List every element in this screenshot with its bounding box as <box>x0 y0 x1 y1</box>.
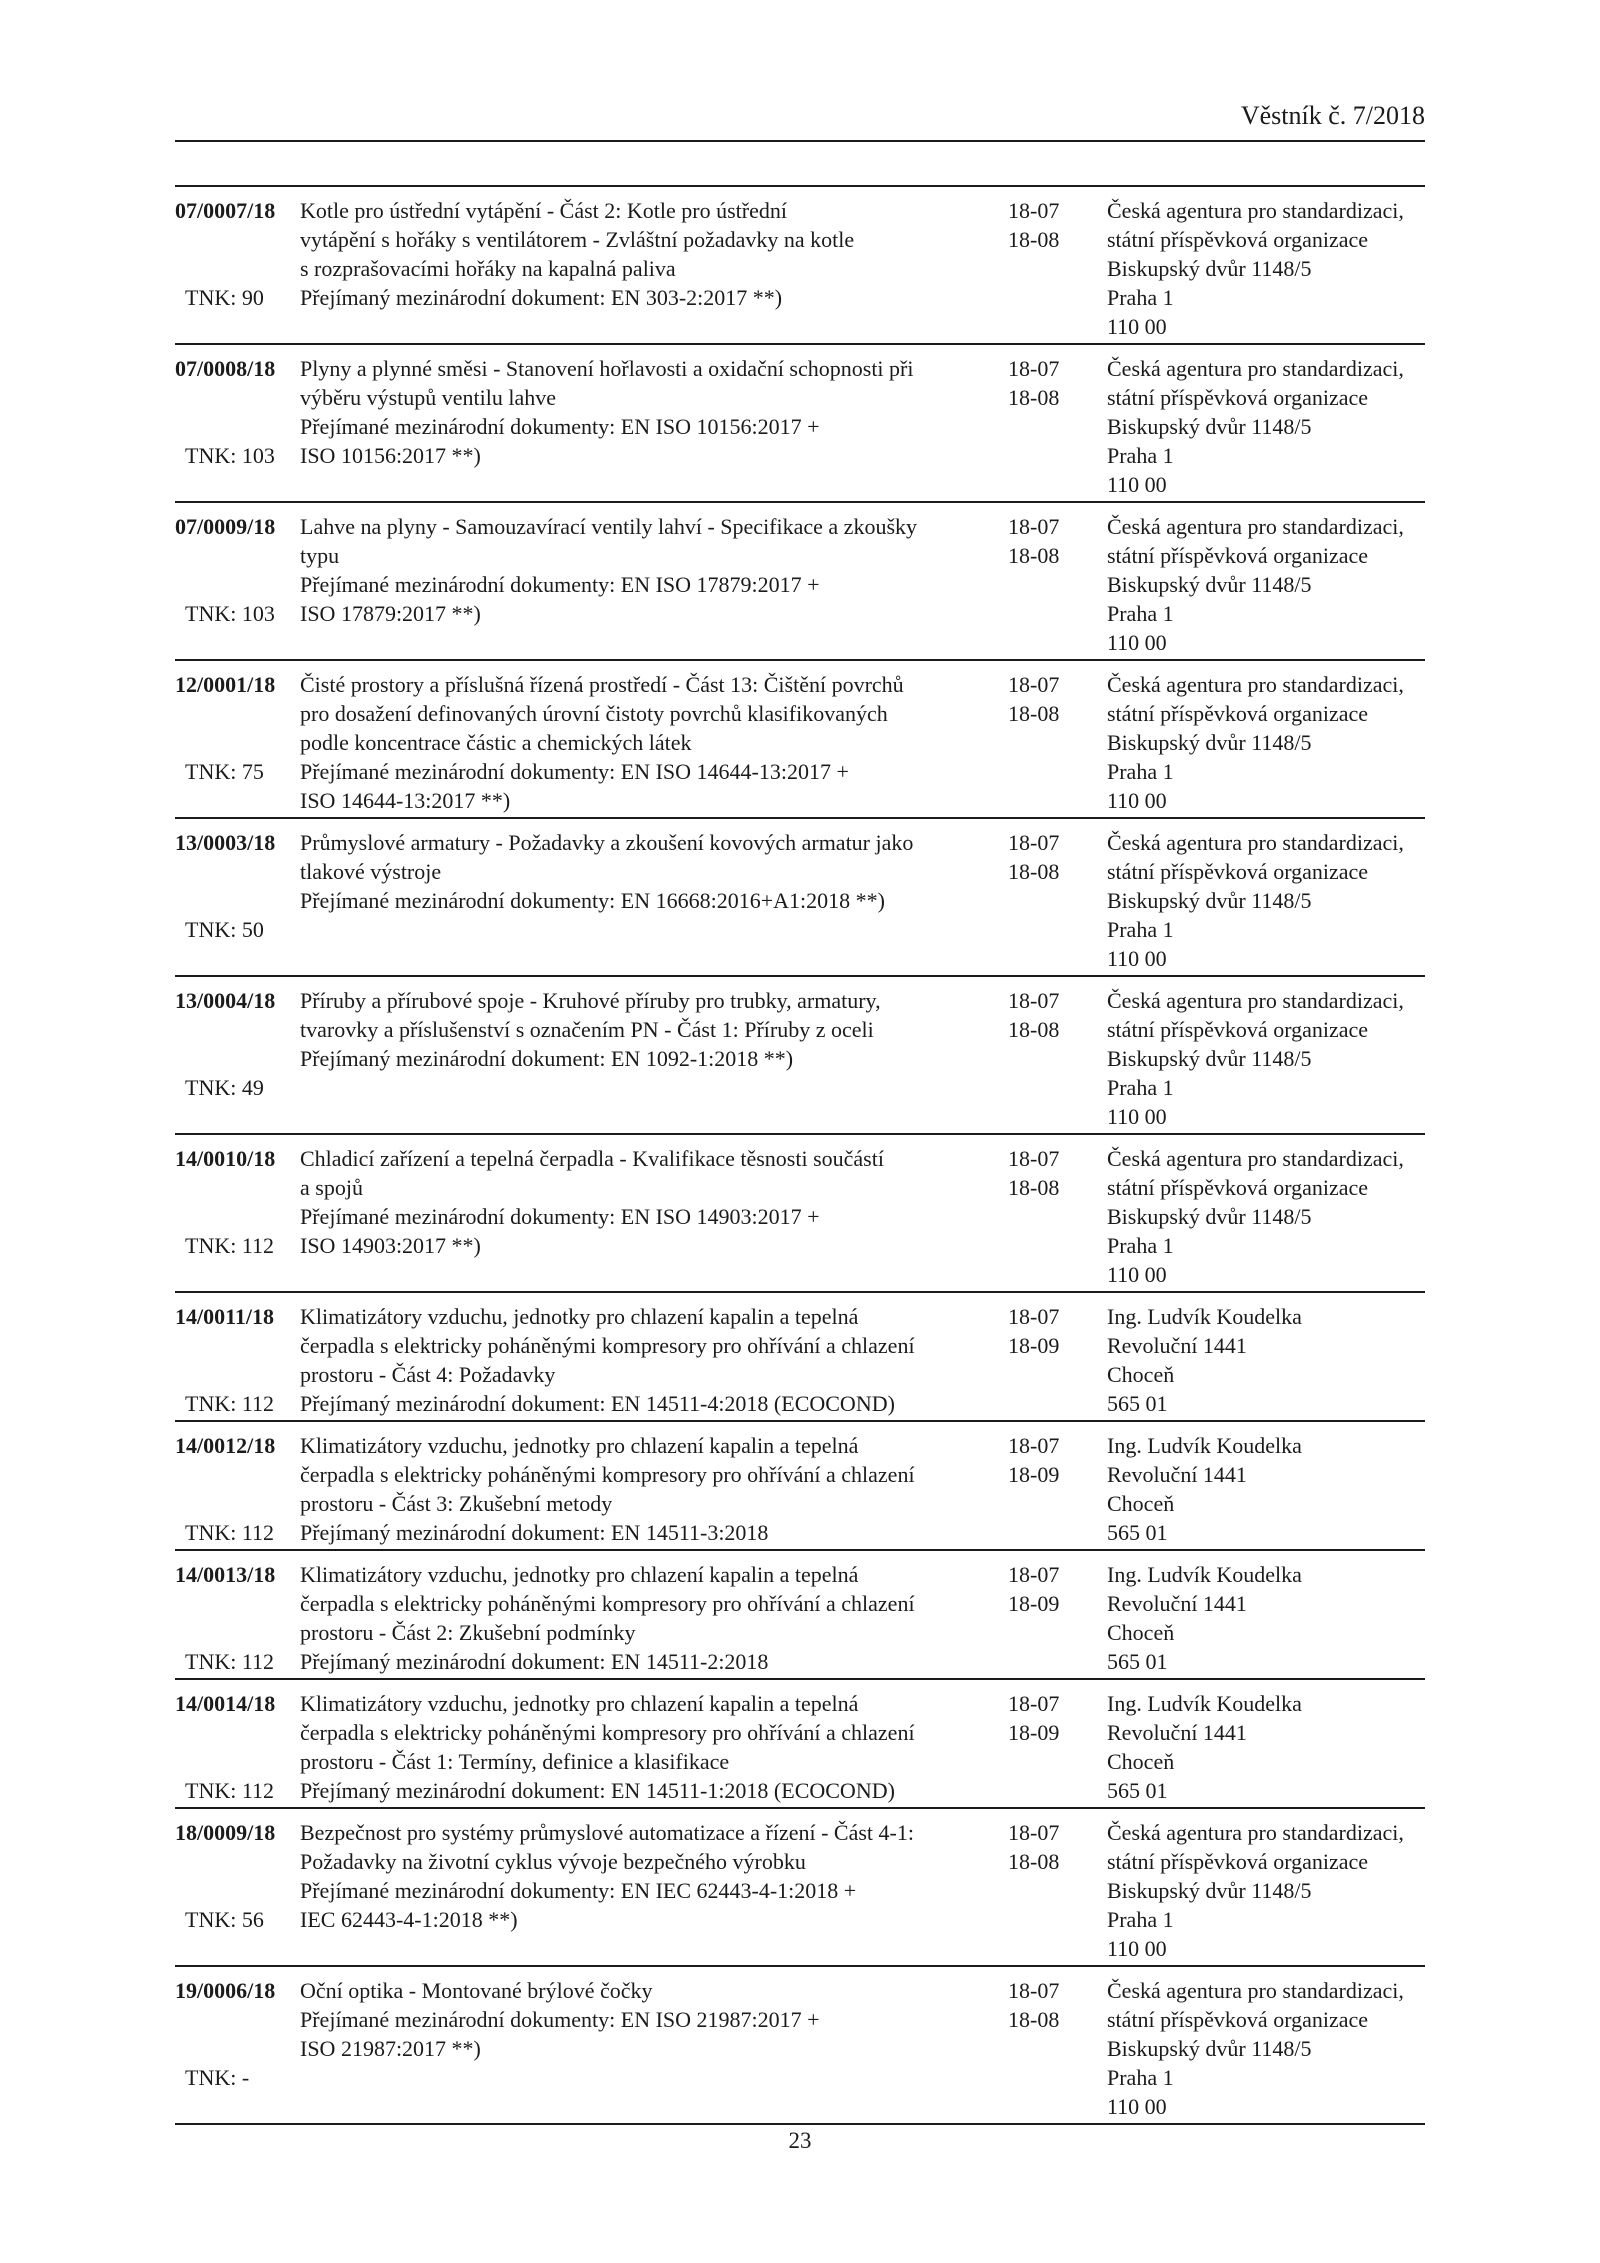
date-label: 18-09 <box>1008 1720 1060 1745</box>
record-dates <box>1008 1431 1107 1547</box>
address-line: Česká agentura pro standardizaci, <box>1107 514 1404 539</box>
address-line: 110 00 <box>1107 314 1167 339</box>
record-address <box>1107 1976 1425 2121</box>
record-dates <box>1008 1689 1107 1805</box>
record-address <box>1107 1560 1425 1676</box>
record-dates <box>1008 512 1107 657</box>
date-label: 18-07 <box>1008 1433 1060 1458</box>
date-label: 18-08 <box>1008 1849 1060 1874</box>
date-label: 18-09 <box>1008 1462 1060 1487</box>
tnk-label: TNK: 90 <box>185 285 264 310</box>
description-line: prostoru - Část 4: Požadavky <box>300 1362 556 1387</box>
description-line: typu <box>300 543 340 568</box>
address-line: Praha 1 <box>1107 917 1174 942</box>
record-id: 07/0007/18 <box>175 198 276 223</box>
address-line: Ing. Ludvík Koudelka <box>1107 1562 1302 1587</box>
address-line: 110 00 <box>1107 630 1167 655</box>
date-label: 18-07 <box>1008 1146 1060 1171</box>
tnk-label: TNK: 103 <box>185 443 275 468</box>
date-label: 18-08 <box>1008 543 1060 568</box>
tnk-label: TNK: 103 <box>185 601 275 626</box>
address-line: státní příspěvková organizace <box>1107 1849 1369 1874</box>
record-description <box>300 1302 1008 1418</box>
description-line: Chladicí zařízení a tepelná čerpadla - Kvalifikace těsnosti součástí <box>300 1146 884 1171</box>
id-column <box>175 1689 300 1805</box>
record-dates <box>1008 1144 1107 1289</box>
description-line: pro dosažení definovaných úrovní čistoty povrchů klasifikovaných <box>300 701 888 726</box>
date-label: 18-07 <box>1008 830 1060 855</box>
record-dates <box>1008 986 1107 1131</box>
description-line: Přejímaný mezinárodní dokument: EN 14511-3:2018 <box>300 1520 769 1545</box>
record-dates <box>1008 354 1107 499</box>
description-line: Přejímané mezinárodní dokumenty: EN ISO 14644-13:2017 + <box>300 759 849 784</box>
description-line: Průmyslové armatury - Požadavky a zkoušení kovových armatur jako <box>300 830 914 855</box>
date-label: 18-08 <box>1008 1175 1060 1200</box>
description-line: Přejímané mezinárodní dokumenty: EN ISO 21987:2017 + <box>300 2007 820 2032</box>
tnk-label: TNK: 112 <box>185 1233 275 1258</box>
description-line: prostoru - Část 3: Zkušební metody <box>300 1491 613 1516</box>
date-label: 18-07 <box>1008 1978 1060 2003</box>
address-line: Praha 1 <box>1107 443 1174 468</box>
id-column <box>175 986 300 1131</box>
record-id: 07/0009/18 <box>175 514 276 539</box>
record-id: 19/0006/18 <box>175 1978 276 2003</box>
id-column <box>175 354 300 499</box>
id-column <box>175 828 300 973</box>
tnk-label: TNK: 49 <box>185 1075 264 1100</box>
table-row <box>175 1967 1425 2125</box>
page-number: 23 <box>788 2128 812 2153</box>
address-line: Choceň <box>1107 1362 1175 1387</box>
address-line: státní příspěvková organizace <box>1107 2007 1369 2032</box>
date-label: 18-09 <box>1008 1333 1060 1358</box>
record-dates <box>1008 670 1107 815</box>
record-description <box>300 512 1008 657</box>
description-line: Přejímaný mezinárodní dokument: EN 14511-2:2018 <box>300 1649 769 1674</box>
address-line: Biskupský dvůr 1148/5 <box>1107 1204 1312 1229</box>
record-description <box>300 354 1008 499</box>
address-line: Česká agentura pro standardizaci, <box>1107 198 1404 223</box>
date-label: 18-07 <box>1008 514 1060 539</box>
description-line: Klimatizátory vzduchu, jednotky pro chlazení kapalin a tepelná <box>300 1691 859 1716</box>
address-line: Česká agentura pro standardizaci, <box>1107 672 1404 697</box>
address-line: státní příspěvková organizace <box>1107 701 1369 726</box>
record-address <box>1107 670 1425 815</box>
address-line: Ing. Ludvík Koudelka <box>1107 1433 1302 1458</box>
record-id: 13/0004/18 <box>175 988 276 1013</box>
record-description <box>300 1144 1008 1289</box>
date-label: 18-07 <box>1008 988 1060 1013</box>
table-row <box>175 1809 1425 1967</box>
address-line: Choceň <box>1107 1491 1175 1516</box>
record-address <box>1107 1431 1425 1547</box>
record-description <box>300 986 1008 1131</box>
id-column <box>175 1818 300 1963</box>
address-line: 565 01 <box>1107 1649 1168 1674</box>
record-description <box>300 1976 1008 2121</box>
description-line: a spojů <box>300 1175 363 1200</box>
tnk-label: TNK: - <box>185 2065 250 2090</box>
address-line: Ing. Ludvík Koudelka <box>1107 1304 1302 1329</box>
address-line: Ing. Ludvík Koudelka <box>1107 1691 1302 1716</box>
address-line: státní příspěvková organizace <box>1107 859 1369 884</box>
description-line: Přejímané mezinárodní dokumenty: EN ISO 17879:2017 + <box>300 572 820 597</box>
description-line: čerpadla s elektricky poháněnými kompresory pro ohřívání a chlazení <box>300 1720 915 1745</box>
description-line: ISO 21987:2017 **) <box>300 2036 481 2061</box>
table-row <box>175 1422 1425 1551</box>
record-id: 12/0001/18 <box>175 672 276 697</box>
description-line: Přejímané mezinárodní dokumenty: EN ISO 14903:2017 + <box>300 1204 820 1229</box>
description-line: Přejímaný mezinárodní dokument: EN 14511-1:2018 (ECOCOND) <box>300 1778 895 1803</box>
address-line: Choceň <box>1107 1749 1175 1774</box>
date-label: 18-08 <box>1008 1017 1060 1042</box>
description-line: vytápění s hořáky s ventilátorem - Zvláštní požadavky na kotle <box>300 227 855 252</box>
id-column <box>175 196 300 341</box>
description-line: Klimatizátory vzduchu, jednotky pro chlazení kapalin a tepelná <box>300 1562 859 1587</box>
address-line: Biskupský dvůr 1148/5 <box>1107 888 1312 913</box>
address-line: Česká agentura pro standardizaci, <box>1107 1146 1404 1171</box>
record-dates <box>1008 828 1107 973</box>
address-line: Revoluční 1441 <box>1107 1591 1247 1616</box>
address-line: státní příspěvková organizace <box>1107 543 1369 568</box>
description-line: s rozprašovacími hořáky na kapalná paliva <box>300 256 676 281</box>
record-dates <box>1008 196 1107 341</box>
description-line: podle koncentrace částic a chemických látek <box>300 730 692 755</box>
description-line: Oční optika - Montované brýlové čočky <box>300 1978 653 2003</box>
record-description <box>300 196 1008 341</box>
date-label: 18-07 <box>1008 356 1060 381</box>
header-title: Věstník č. 7/2018 <box>1240 101 1425 130</box>
description-line: Přejímané mezinárodní dokumenty: EN ISO 10156:2017 + <box>300 414 820 439</box>
description-line: ISO 14644-13:2017 **) <box>300 788 511 813</box>
description-line: Přejímané mezinárodní dokumenty: EN 16668:2016+A1:2018 **) <box>300 888 885 913</box>
date-label: 18-08 <box>1008 859 1060 884</box>
date-label: 18-07 <box>1008 1562 1060 1587</box>
record-address <box>1107 986 1425 1131</box>
address-line: Praha 1 <box>1107 1233 1174 1258</box>
date-label: 18-07 <box>1008 1304 1060 1329</box>
table-row <box>175 819 1425 977</box>
record-id: 14/0012/18 <box>175 1433 276 1458</box>
description-line: Plyny a plynné směsi - Stanovení hořlavosti a oxidační schopnosti při <box>300 356 914 381</box>
id-column <box>175 1560 300 1676</box>
address-line: 110 00 <box>1107 1936 1167 1961</box>
address-line: státní příspěvková organizace <box>1107 1175 1369 1200</box>
address-line: 110 00 <box>1107 1104 1167 1129</box>
date-label: 18-09 <box>1008 1591 1060 1616</box>
table-row <box>175 661 1425 819</box>
description-line: Kotle pro ústřední vytápění - Část 2: Kotle pro ústřední <box>300 198 787 223</box>
description-line: prostoru - Část 2: Zkušební podmínky <box>300 1620 636 1645</box>
address-line: Biskupský dvůr 1148/5 <box>1107 572 1312 597</box>
description-line: ISO 17879:2017 **) <box>300 601 481 626</box>
date-label: 18-08 <box>1008 227 1060 252</box>
address-line: 110 00 <box>1107 2094 1167 2119</box>
address-line: státní příspěvková organizace <box>1107 227 1369 252</box>
record-address <box>1107 1302 1425 1418</box>
address-line: 565 01 <box>1107 1520 1168 1545</box>
address-line: Praha 1 <box>1107 1075 1174 1100</box>
address-line: Choceň <box>1107 1620 1175 1645</box>
address-line: Biskupský dvůr 1148/5 <box>1107 414 1312 439</box>
record-description <box>300 1560 1008 1676</box>
record-dates <box>1008 1818 1107 1963</box>
address-line: 110 00 <box>1107 472 1167 497</box>
tnk-label: TNK: 112 <box>185 1520 275 1545</box>
description-line: tvarovky a příslušenství s označením PN - Část 1: Příruby z oceli <box>300 1017 874 1042</box>
address-line: Biskupský dvůr 1148/5 <box>1107 2036 1312 2061</box>
address-line: Biskupský dvůr 1148/5 <box>1107 256 1312 281</box>
date-label: 18-07 <box>1008 198 1060 223</box>
description-line: Příruby a přírubové spoje - Kruhové příruby pro trubky, armatury, <box>300 988 881 1013</box>
address-line: Biskupský dvůr 1148/5 <box>1107 730 1312 755</box>
record-id: 14/0014/18 <box>175 1691 276 1716</box>
record-dates <box>1008 1560 1107 1676</box>
description-line: tlakové výstroje <box>300 859 442 884</box>
tnk-label: TNK: 112 <box>185 1778 275 1803</box>
description-line: Bezpečnost pro systémy průmyslové automatizace a řízení - Část 4-1: <box>300 1820 914 1845</box>
id-column <box>175 1302 300 1418</box>
table-row <box>175 1680 1425 1809</box>
date-label: 18-08 <box>1008 2007 1060 2032</box>
address-line: Česká agentura pro standardizaci, <box>1107 356 1404 381</box>
record-description <box>300 1818 1008 1963</box>
record-id: 18/0009/18 <box>175 1820 276 1845</box>
tnk-label: TNK: 112 <box>185 1649 275 1674</box>
description-line: ISO 10156:2017 **) <box>300 443 481 468</box>
record-address <box>1107 1144 1425 1289</box>
description-line: Přejímaný mezinárodní dokument: EN 14511-4:2018 (ECOCOND) <box>300 1391 895 1416</box>
table-row <box>175 1293 1425 1422</box>
description-line: Čisté prostory a příslušná řízená prostředí - Část 13: Čištění povrchů <box>300 672 904 697</box>
address-line: Praha 1 <box>1107 601 1174 626</box>
description-line: Klimatizátory vzduchu, jednotky pro chlazení kapalin a tepelná <box>300 1433 859 1458</box>
page-content <box>175 0 1425 2125</box>
description-line: ISO 14903:2017 **) <box>300 1233 481 1258</box>
address-line: 110 00 <box>1107 946 1167 971</box>
address-line: Praha 1 <box>1107 759 1174 784</box>
table-row <box>175 345 1425 503</box>
id-column <box>175 670 300 815</box>
address-line: Revoluční 1441 <box>1107 1720 1247 1745</box>
description-line: Požadavky na životní cyklus vývoje bezpečného výrobku <box>300 1849 806 1874</box>
description-line: čerpadla s elektricky poháněnými kompresory pro ohřívání a chlazení <box>300 1333 915 1358</box>
address-line: 565 01 <box>1107 1778 1168 1803</box>
date-label: 18-08 <box>1008 385 1060 410</box>
description-line: Přejímaný mezinárodní dokument: EN 1092-1:2018 **) <box>300 1046 794 1071</box>
id-column <box>175 512 300 657</box>
tnk-label: TNK: 75 <box>185 759 264 784</box>
address-line: Revoluční 1441 <box>1107 1462 1247 1487</box>
record-id: 07/0008/18 <box>175 356 276 381</box>
record-dates <box>1008 1302 1107 1418</box>
record-id: 14/0010/18 <box>175 1146 276 1171</box>
address-line: Česká agentura pro standardizaci, <box>1107 1978 1404 2003</box>
description-line: Klimatizátory vzduchu, jednotky pro chlazení kapalin a tepelná <box>300 1304 859 1329</box>
address-line: státní příspěvková organizace <box>1107 1017 1369 1042</box>
standards-table <box>175 185 1425 2125</box>
id-column <box>175 1431 300 1547</box>
table-row <box>175 1551 1425 1680</box>
date-label: 18-08 <box>1008 701 1060 726</box>
description-line: Přejímaný mezinárodní dokument: EN 303-2:2017 **) <box>300 285 783 310</box>
address-line: 565 01 <box>1107 1391 1168 1416</box>
tnk-label: TNK: 112 <box>185 1391 275 1416</box>
address-line: Česká agentura pro standardizaci, <box>1107 988 1404 1013</box>
page-header <box>175 0 1425 142</box>
address-line: Biskupský dvůr 1148/5 <box>1107 1878 1312 1903</box>
address-line: Biskupský dvůr 1148/5 <box>1107 1046 1312 1071</box>
address-line: Praha 1 <box>1107 2065 1174 2090</box>
address-line: Praha 1 <box>1107 1907 1174 1932</box>
record-address <box>1107 1818 1425 1963</box>
table-row <box>175 187 1425 345</box>
record-address <box>1107 828 1425 973</box>
description-line: výběru výstupů ventilu lahve <box>300 385 557 410</box>
description-line: prostoru - Část 1: Termíny, definice a klasifikace <box>300 1749 730 1774</box>
description-line: Lahve na plyny - Samouzavírací ventily lahví - Specifikace a zkoušky <box>300 514 918 539</box>
record-id: 14/0013/18 <box>175 1562 276 1587</box>
table-row <box>175 977 1425 1135</box>
tnk-label: TNK: 56 <box>185 1907 264 1932</box>
record-address <box>1107 1689 1425 1805</box>
record-dates <box>1008 1976 1107 2121</box>
record-address <box>1107 354 1425 499</box>
id-column <box>175 1976 300 2121</box>
date-label: 18-07 <box>1008 672 1060 697</box>
record-id: 13/0003/18 <box>175 830 276 855</box>
description-line: čerpadla s elektricky poháněnými kompresory pro ohřívání a chlazení <box>300 1591 915 1616</box>
address-line: Revoluční 1441 <box>1107 1333 1247 1358</box>
address-line: Česká agentura pro standardizaci, <box>1107 1820 1404 1845</box>
description-line: Přejímané mezinárodní dokumenty: EN IEC 62443-4-1:2018 + <box>300 1878 857 1903</box>
id-column <box>175 1144 300 1289</box>
record-description <box>300 1689 1008 1805</box>
description-line: IEC 62443-4-1:2018 **) <box>300 1907 518 1932</box>
table-row <box>175 503 1425 661</box>
address-line: státní příspěvková organizace <box>1107 385 1369 410</box>
record-description <box>300 670 1008 815</box>
record-description <box>300 1431 1008 1547</box>
record-address <box>1107 196 1425 341</box>
description-line: čerpadla s elektricky poháněnými kompresory pro ohřívání a chlazení <box>300 1462 915 1487</box>
tnk-label: TNK: 50 <box>185 917 264 942</box>
table-row <box>175 1135 1425 1293</box>
date-label: 18-07 <box>1008 1691 1060 1716</box>
address-line: 110 00 <box>1107 788 1167 813</box>
address-line: 110 00 <box>1107 1262 1167 1287</box>
date-label: 18-07 <box>1008 1820 1060 1845</box>
record-address <box>1107 512 1425 657</box>
address-line: Česká agentura pro standardizaci, <box>1107 830 1404 855</box>
address-line: Praha 1 <box>1107 285 1174 310</box>
record-id: 14/0011/18 <box>175 1304 275 1329</box>
record-description <box>300 828 1008 973</box>
